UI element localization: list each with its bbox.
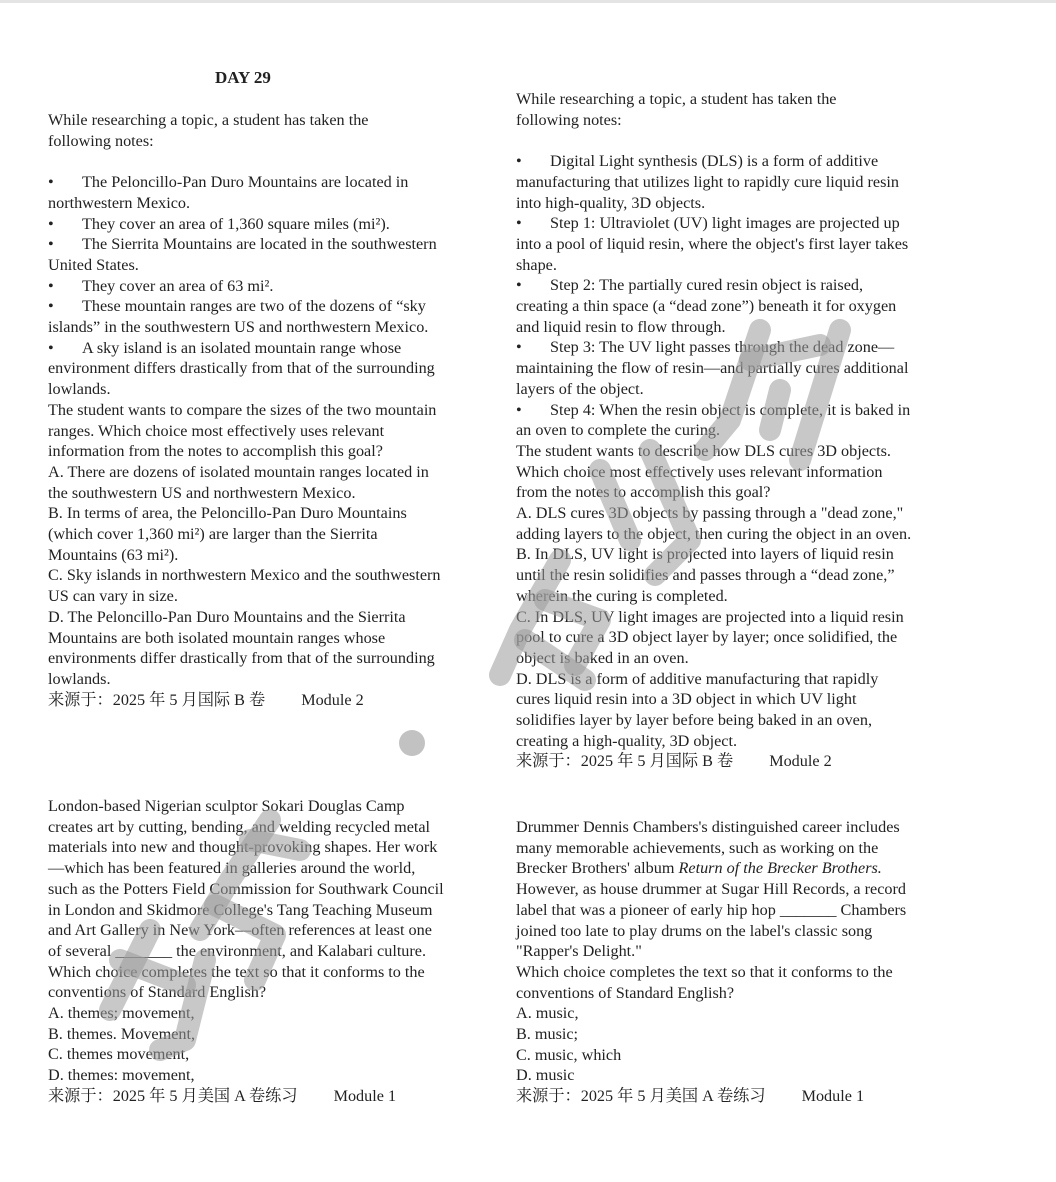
source-text: 来源于：2025 年 5 月国际 B 卷 (48, 690, 266, 709)
question-intro: While researching a topic, a student has taken the (516, 90, 837, 108)
answer-choice: A. themes; movement, (48, 1004, 195, 1023)
bullet-icon: • (516, 152, 522, 171)
question-prompt: The student wants to compare the sizes of the two mountain ranges. Which choice most effectively uses relevant information from the notes to accomplish this goal? (48, 400, 437, 461)
source-text: 来源于：2025 年 5 月国际 B 卷 (516, 752, 734, 771)
source-text: 来源于：2025 年 5 月美国 A 卷练习 (516, 1087, 766, 1106)
bullet-icon: • (48, 297, 54, 316)
question-prompt: Which choice completes the text so that it conforms to the conventions of Standard English? (48, 962, 425, 1002)
module-label: Module 1 (333, 1086, 397, 1105)
question-prompt: Which choice completes the text so that it conforms to the conventions of Standard English? (516, 962, 893, 1002)
note-bullet: • They cover an area of 1,360 square miles (mi²). (48, 214, 390, 233)
question-3 (516, 89, 916, 772)
watermark-dot (399, 730, 425, 756)
source-line (48, 690, 448, 711)
answer-choice: D. themes: movement, (48, 1066, 195, 1085)
bullet-icon: • (48, 214, 54, 233)
bullet-icon: • (516, 276, 522, 295)
answer-choice: C. Sky islands in northwestern Mexico and the southwestern US can vary in size. (48, 566, 441, 606)
module-label: Module 2 (769, 752, 832, 771)
bullet-icon: • (48, 338, 54, 357)
question-passage: London-based Nigerian sculptor Sokari Douglas Camp creates art by cutting, bending, and welding recycled metal materials into new and thought-provoking shapes. Her work—which has been featured in galleries around the world, such as the Potters Field Commission for Southwark Council in London and Skidmore College's Tang Teaching Museum and Art Gallery in New York—often references at least one of several _______ the environment, and Kalabari culture. (48, 797, 444, 960)
question-2 (48, 796, 448, 1107)
bullet-icon: • (516, 338, 522, 357)
module-label: Module 1 (801, 1087, 865, 1106)
answer-choice: B. themes. Movement, (48, 1024, 196, 1043)
note-bullet: • A sky island is an isolated mountain range whose environment differs drastically from that of the surrounding lowlands. (48, 338, 435, 399)
question-intro: While researching a topic, a student has taken the (48, 111, 369, 129)
answer-choice: A. There are dozens of isolated mountain ranges located in the southwestern US and northwestern Mexico. (48, 462, 429, 502)
bullet-icon: • (48, 276, 54, 295)
answer-choice: D. DLS is a form of additive manufacturing that rapidly cures liquid resin into a 3D object in which UV light solidifies layer by layer before being baked in an oven, creating a high-quality, 3D object. (516, 669, 879, 750)
note-bullet: • The Sierrita Mountains are located in the southwestern United States. (48, 235, 437, 274)
bullet-icon: • (48, 173, 54, 192)
note-bullet: • Step 3: The UV light passes through the dead zone—maintaining the flow of resin—and partially cures additional layers of the object. (516, 338, 909, 398)
question-1 (48, 110, 448, 710)
bullet-icon: • (516, 400, 522, 419)
note-bullet: • They cover an area of 63 mi². (48, 276, 274, 295)
answer-choice: A. music, (516, 1004, 579, 1023)
question-prompt: The student wants to describe how DLS cures 3D objects. Which choice most effectively uses relevant information from the notes to accomplish this goal? (516, 441, 891, 502)
module-label: Module 2 (301, 690, 364, 709)
note-bullet: • Step 4: When the resin object is complete, it is baked in an oven to complete the curing. (516, 400, 911, 440)
note-bullet: • Digital Light synthesis (DLS) is a form of additive manufacturing that utilizes light to rapidly cure liquid resin into high-quality, 3D objects. (516, 152, 900, 212)
bullet-icon: • (516, 214, 522, 233)
source-text: 来源于：2025 年 5 月美国 A 卷练习 (48, 1086, 298, 1105)
answer-choice: B. music; (516, 1025, 579, 1044)
note-bullet: • These mountain ranges are two of the dozens of “sky islands” in the southwestern US and northwestern Mexico. (48, 297, 429, 337)
answer-choice: B. In DLS, UV light is projected into layers of liquid resin until the resin solidifies and passes through a “dead zone,” wherein the curing is completed. (516, 545, 895, 605)
answer-choice: C. In DLS, UV light images are projected into a liquid resin pool to cure a 3D object layer by layer; once solidified, the object is baked in an oven. (516, 607, 904, 667)
bullet-icon: • (48, 235, 54, 254)
note-bullet: • Step 1: Ultraviolet (UV) light images are projected up into a pool of liquid resin, where the object's first layer takes shape. (516, 214, 909, 274)
answer-choice: A. DLS cures 3D objects by passing through a "dead zone," adding layers to the object, then curing the object in an oven. (516, 504, 912, 543)
source-line (516, 1086, 916, 1107)
question-intro: following notes: (516, 110, 622, 129)
answer-choice: D. The Peloncillo-Pan Duro Mountains and the Sierrita Mountains are both isolated mountain ranges whose environments differ drastically from that of the surrounding lowlands. (48, 607, 435, 688)
source-line (516, 751, 916, 772)
answer-choice: C. music, which (516, 1045, 622, 1064)
page-title: DAY 29 (215, 68, 271, 87)
note-bullet: • The Peloncillo-Pan Duro Mountains are located in northwestern Mexico. (48, 173, 409, 212)
question-intro: following notes: (48, 131, 154, 150)
answer-choice: C. themes movement, (48, 1045, 190, 1064)
note-bullet: • Step 2: The partially cured resin object is raised, creating a thin space (a “dead zone”) beneath it for oxygen and liquid resin to flow through. (516, 276, 897, 336)
top-border (0, 0, 1056, 3)
question-4 (516, 817, 916, 1107)
source-line (48, 1086, 448, 1107)
answer-choice: B. In terms of area, the Peloncillo-Pan Duro Mountains (which cover 1,360 mi²) are larger than the Sierrita Mountains (63 mi²). (48, 504, 407, 564)
answer-choice: D. music (516, 1066, 575, 1085)
question-passage: Drummer Dennis Chambers's distinguished career includes many memorable achievements, such as working on the Brecker Brothers' album Return of the Brecker Brothers. However, as house drummer at Sugar Hill Records, a record label that was a pioneer of early hip hop _______ Chambers joined too late to play drums on the label's classic song "Rapper's Delight." (516, 818, 907, 961)
album-title: Return of the Brecker Brothers. (678, 859, 882, 878)
